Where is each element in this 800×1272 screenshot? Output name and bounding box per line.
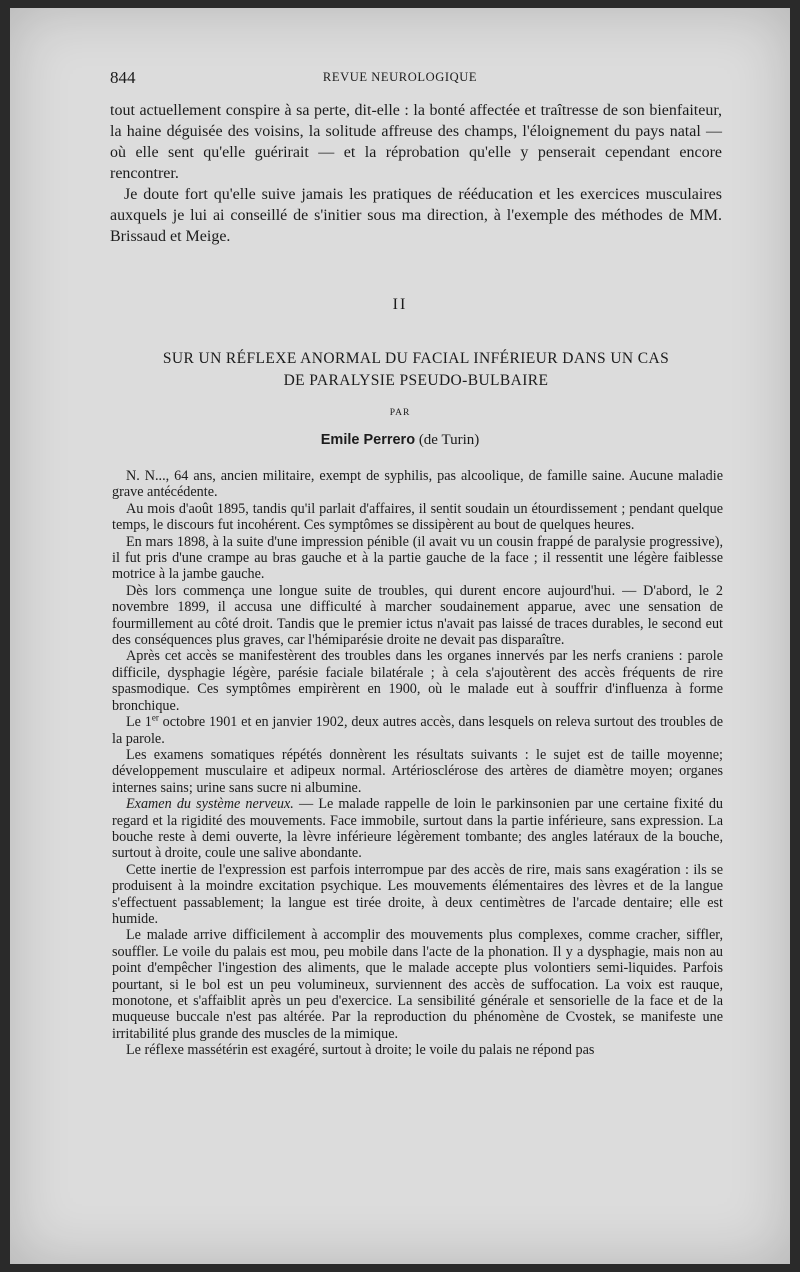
- intro-text: [110, 100, 722, 247]
- subsection-heading: Examen du système nerveux.: [126, 796, 294, 813]
- body-paragraph: [112, 796, 723, 862]
- body-paragraph: Dès lors commença une longue suite de troubles, qui durent encore aujourd'hui. — D'abord, le 2 novembre 1899, il accusa une difficulté à marcher soudainement apparue, avec une sensation de fourmillement au côté droit. Tandis que le premier ictus n'avait pas laissé de traces durables, le second eut des conséquences plus graves, car l'hémiparésie droite ne devait pas disparaître.: [112, 582, 723, 649]
- body-paragraph: Le réflexe massétérin est exagéré, surtout à droite; le voile du palais ne répond pas: [126, 1042, 595, 1059]
- body-paragraph: Cette inertie de l'expression est parfois interrompue par des accès de rire, mais sans exagération : ils se produisent à la moindre excitation psychique. Les mouvements élémentaires des lèvres et de la langue s'effectuent passablement; la langue est tirée droite, à deux centimètres de l'arcade dentaire; elle est humide.: [112, 861, 723, 927]
- page-number: 844: [110, 68, 136, 87]
- body-paragraph: [112, 714, 723, 747]
- page-header: [10, 68, 790, 92]
- document-page: [10, 8, 790, 1264]
- running-title: REVUE NEUROLOGIQUE: [322, 70, 478, 84]
- paragraph-text: octobre 1901 et en janvier 1902, deux autres accès, dans lesquels on releva surtout des troubles de la parole.: [112, 714, 723, 747]
- section-number: II: [392, 296, 408, 313]
- author-place: (de Turin): [418, 432, 480, 448]
- body-paragraph: En mars 1898, à la suite d'une impression pénible (il avait vu un cousin frappé de paralysie progressive), il fut pris d'une crampe au bras gauche et à la partie gauche de la face ; il ressentit une légère faiblesse motrice à la jambe gauche.: [112, 533, 723, 583]
- body-paragraph: Au mois d'août 1895, tandis qu'il parlait d'affaires, il sentit soudain un étourdissement ; pendant quelque temps, le discours fut incohérent. Ces symptômes se dissipèrent au bout de quelques heures.: [112, 500, 723, 534]
- byline-par: PAR: [389, 408, 411, 418]
- body-paragraph: N. N..., 64 ans, ancien militaire, exempt de syphilis, pas alcoolique, de famille saine. Aucune maladie grave antécédente.: [112, 468, 723, 501]
- paragraph-text: — Le malade rappelle de loin le parkinsonien par une certaine fixité du regard et la rigidité des mouvements. Face immobile, surtout dans la partie inférieure, sans expression. La bouche reste à demi ouverte, la lèvre inférieure légèrement tombante; des angles latéraux de la bouche, surtout à droite, coule une salive abondante.: [112, 796, 724, 862]
- intro-paragraph: tout actuellement conspire à sa perte, dit-elle : la bonté affectée et traîtresse de son bienfaiteur, la haine déguisée des voisins, la solitude affreuse des champs, l'éloignement du pays natal — où elle sent qu'elle guérirait — et la réprobation qu'elle y penserait cependant encore rencontrer.: [110, 102, 722, 182]
- article-body: [112, 468, 723, 1059]
- author-line: [10, 432, 790, 449]
- article-title: [110, 348, 722, 392]
- intro-paragraph: Je doute fort qu'elle suive jamais les pratiques de rééducation et les exercices musculaires auxquels je lui ai conseillé de s'initier sous ma direction, à l'exemple des méthodes de MM. Brissaud et Meige.: [110, 186, 722, 245]
- date-text: Le 1: [126, 714, 152, 731]
- body-paragraph: Les examens somatiques répétés donnèrent les résultats suivants : le sujet est de taille moyenne; développement musculaire et adipeux normal. Artériosclérose des artères de diamètre moyen; organes internes sains; urine sans sucre ni albumine.: [112, 746, 723, 796]
- author-name: Emile Perrero: [320, 432, 416, 448]
- body-paragraph: Après cet accès se manifestèrent des troubles dans les organes innervés par les nerfs craniens : parole difficile, dysphagie légère, parésie faciale bilatérale ; à cela s'ajoutèrent des accès fréquents de rire spasmodique. Ces symptômes empirèrent en 1900, où le malade eut à souffrir d'influenza à forme bronchique.: [112, 648, 723, 714]
- ordinal-superscript: er: [151, 712, 159, 723]
- body-paragraph: Le malade arrive difficilement à accomplir des mouvements plus complexes, comme cracher, siffler, souffler. Le voile du palais est mou, peu mobile dans l'acte de la phonation. Il y a dysphagie, mais non au point d'empêcher l'ingestion des aliments, que le malade accepte plus volontiers semi-liquides. Parfois pourtant, si le bol est un peu volumineux, surviennent des accès de suffocation. La voix est rauque, monotone, et s'affaiblit après un peu d'exercice. La sensibilité générale et sensorielle de la face et de la muqueuse buccale n'est pas altérée. Par la reproduction du phénomène de Cvostek, se manifeste une irritabilité plus grande des muscles de la mimique.: [112, 927, 723, 1042]
- article-title-line: SUR UN RÉFLEXE ANORMAL DU FACIAL INFÉRIEUR DANS UN CAS: [162, 350, 670, 367]
- article-title-line: DE PARALYSIE PSEUDO-BULBAIRE: [283, 372, 549, 389]
